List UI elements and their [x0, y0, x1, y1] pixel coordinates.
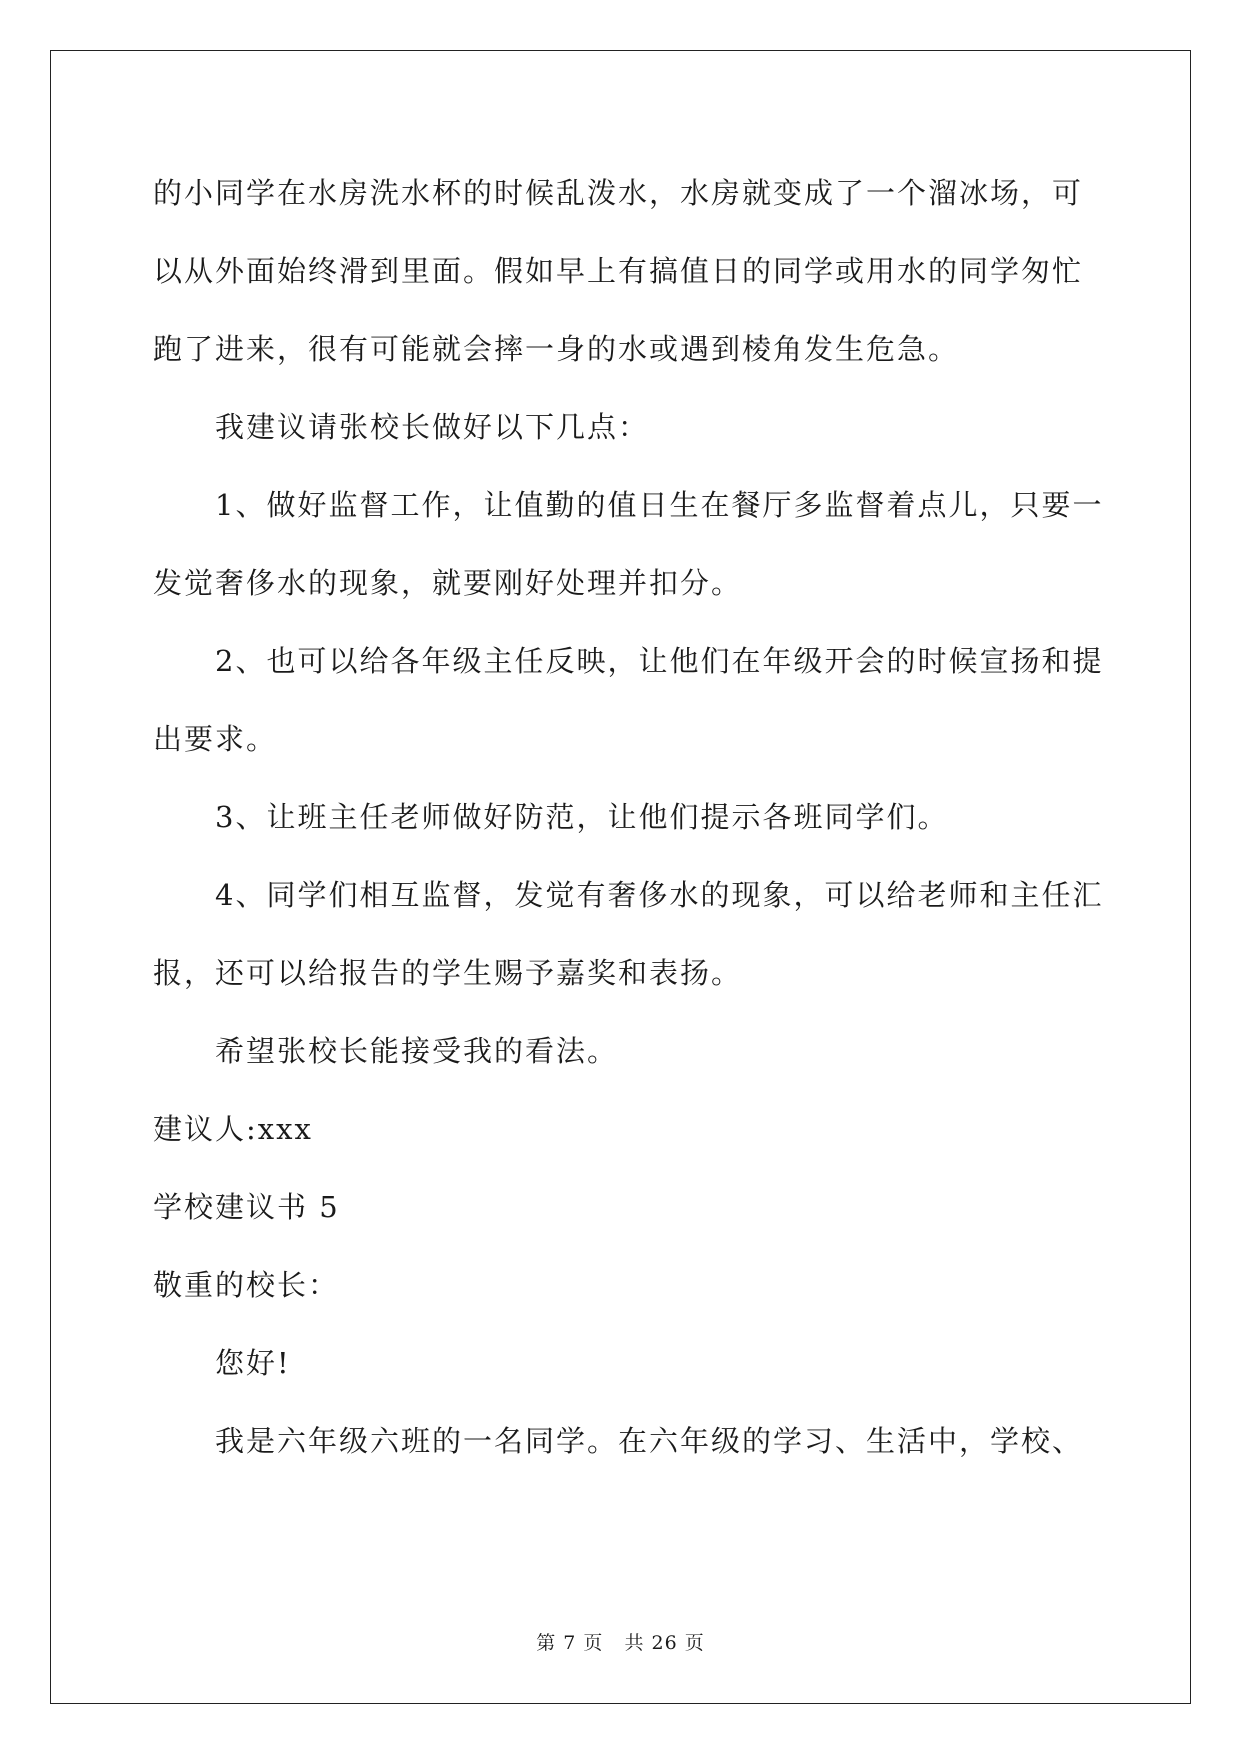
page-number: 第 7 页 [536, 1632, 604, 1654]
text-line-3: 跑了进来，很有可能就会摔一身的水或遇到棱角发生危急。 [153, 332, 960, 366]
text-line-17: 我是六年级六班的一名同学。在六年级的学习、生活中，学校、 [215, 1424, 1084, 1458]
text-line-5: 1、做好监督工作，让值勤的值日生在餐厅多监督着点儿，只要一 [215, 488, 1104, 522]
text-line-7: 2、也可以给各年级主任反映，让他们在年级开会的时候宣扬和提 [215, 644, 1104, 678]
page-footer [0, 1628, 1241, 1655]
signature-line: 建议人:xxx [153, 1112, 313, 1146]
greeting: 您好! [215, 1346, 291, 1380]
section-heading: 学校建议书 5 [153, 1190, 340, 1224]
text-line-8: 出要求。 [153, 722, 278, 756]
text-line-4: 我建议请张校长做好以下几点： [215, 410, 650, 444]
footer-gap [603, 1632, 624, 1654]
text-line-6: 发觉奢侈水的现象，就要刚好处理并扣分。 [153, 566, 743, 600]
text-line-2: 以从外面始终滑到里面。假如早上有搞值日的同学或用水的同学匆忙 [153, 254, 1084, 288]
salutation: 敬重的校长： [153, 1268, 340, 1302]
document-body [153, 154, 1104, 1480]
text-line-12: 希望张校长能接受我的看法。 [215, 1034, 619, 1068]
text-line-11: 报，还可以给报告的学生赐予嘉奖和表扬。 [153, 956, 743, 990]
text-line-9: 3、让班主任老师做好防范，让他们提示各班同学们。 [215, 800, 949, 834]
page-total: 共 26 页 [624, 1632, 705, 1654]
text-line-10: 4、同学们相互监督，发觉有奢侈水的现象，可以给老师和主任汇 [215, 878, 1104, 912]
text-line-1: 的小同学在水房洗水杯的时候乱泼水，水房就变成了一个溜冰场，可 [153, 176, 1084, 210]
